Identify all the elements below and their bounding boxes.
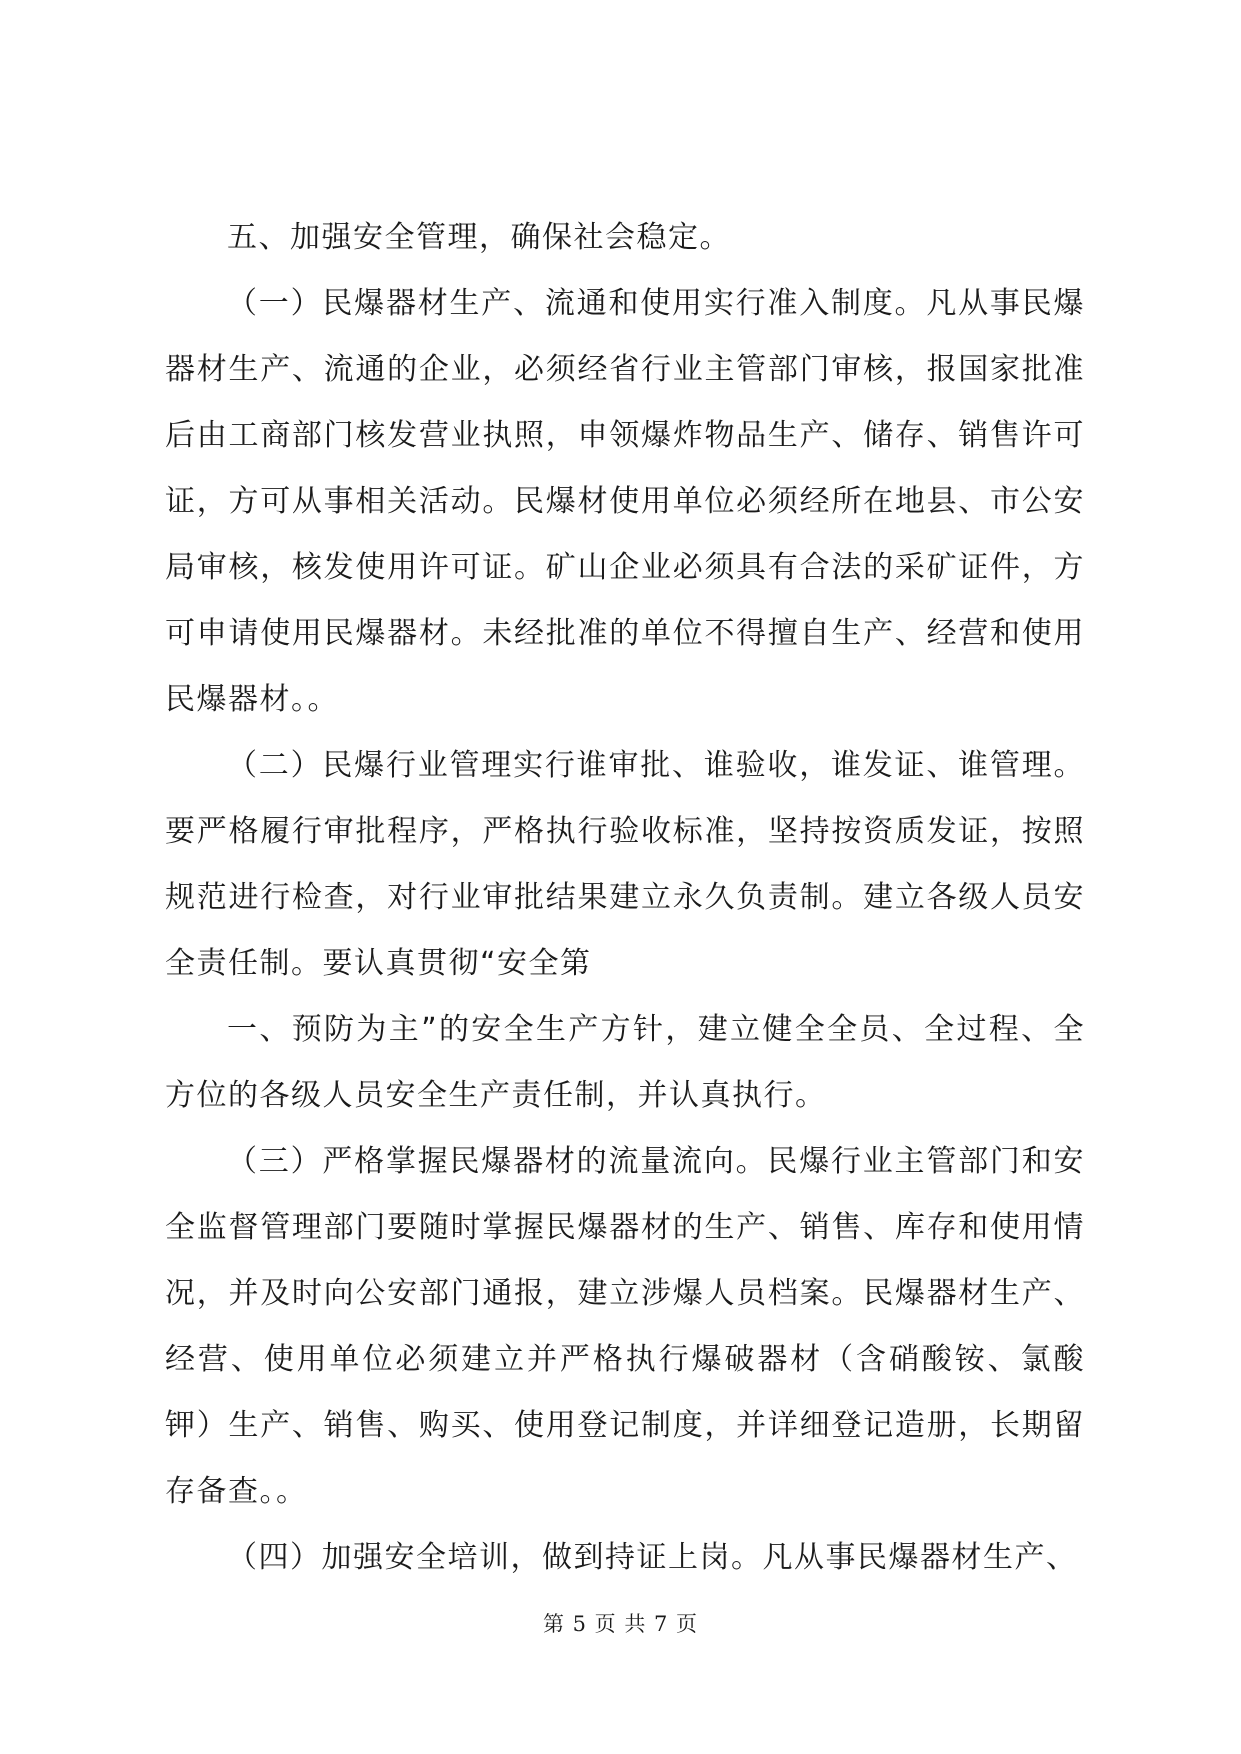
paragraph-1: （一）民爆器材生产、流通和使用实行准入制度。凡从事民爆器材生产、流通的企业，必须经省行业主管部门审核，报国家批准后由工商部门核发营业执照，申领爆炸物品生产、储存、销售许可证，方可从事相关活动。民爆材使用单位必须经所在地县、市公安局审核，核发使用许可证。矿山企业必须具有合法的采矿证件，方可申请使用民爆器材。未经批准的单位不得擅自生产、经营和使用民爆器材。。: [165, 286, 1085, 717]
paragraph-2: （二）民爆行业管理实行谁审批、谁验收，谁发证、谁管理。要严格履行审批程序，严格执行验收标准，坚持按资质发证，按照规范进行检查，对行业审批结果建立永久负责制。建立各级人员安全责任制。要认真贯彻“安全第: [165, 748, 1085, 981]
paragraph-4: （三）严格掌握民爆器材的流量流向。民爆行业主管部门和安全监督管理部门要随时掌握民爆器材的生产、销售、库存和使用情况，并及时向公安部门通报，建立涉爆人员档案。民爆器材生产、经营、使用单位必须建立并严格执行爆破器材（含硝酸铵、氯酸钾）生产、销售、购买、使用登记制度，并详细登记造册，长期留存备查。。: [165, 1144, 1085, 1509]
paragraph-5: （四）加强安全培训，做到持证上岗。凡从事民爆器材生产、: [227, 1540, 1078, 1575]
section-heading: 五、加强安全管理，确保社会稳定。: [227, 220, 731, 255]
paragraph-3: 一、预防为主”的安全生产方针，建立健全全员、全过程、全方位的各级人员安全生产责任制，并认真执行。: [165, 1012, 1085, 1113]
page-number-footer: 第 5 页 共 7 页: [542, 1612, 699, 1636]
document-body: [165, 205, 1085, 1591]
